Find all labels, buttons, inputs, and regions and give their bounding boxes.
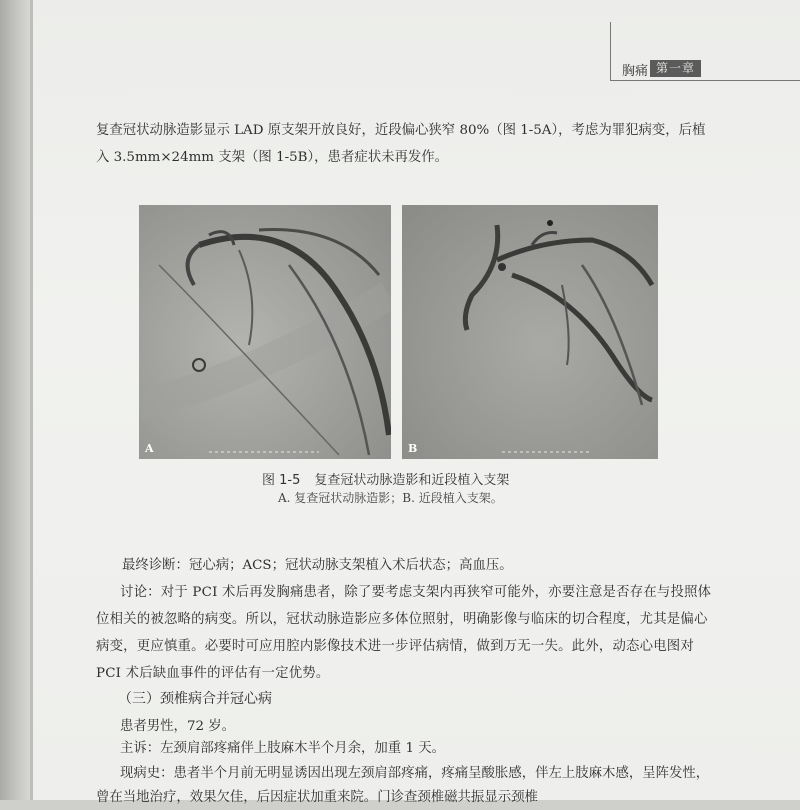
figure-title: 复查冠状动脉造影和近段植入支架 [314, 473, 510, 488]
present-history: 现病史：患者半个月前无明显诱因出现左颈肩部疼痛，疼痛呈酸胀感，伴左上肢麻木感，呈阵发性，曾在当地治疗，效果欠佳，后因症状加重来院。门诊查颈椎磁共振显示颈椎 [96, 766, 710, 805]
chief-complaint: 主诉：左颈肩部疼痛伴上肢麻木半个月余，加重 1 天。 [120, 741, 446, 756]
final-diagnosis: 最终诊断：冠心病；ACS；冠状动脉支架植入术后状态；高血压。 [122, 558, 513, 573]
figure-subcaption: A. 复查冠状动脉造影；B. 近段植入支架。 [278, 491, 503, 505]
paragraph-angiography-result: 复查冠状动脉造影显示 LAD 原支架开放良好，近段偏心狭窄 80%（图 1-5A），考虑为罪犯病变，后植入 3.5mm×24mm 支架（图 1-5B），患者症状未再发作。 [96, 123, 706, 165]
section-heading: （三）颈椎病合并冠心病 [118, 691, 272, 707]
page-edge [30, 0, 33, 800]
header-horizontal-rule [610, 80, 800, 81]
running-title: 胸痛 [622, 64, 649, 79]
figure-number: 图 1-5 [262, 473, 301, 488]
header-vertical-rule [610, 22, 611, 80]
book-gutter-shadow [0, 0, 34, 800]
panel-a-label: A [145, 442, 154, 455]
patient-info: 患者男性，72 岁。 [120, 719, 236, 734]
discussion-paragraph: 讨论：对于 PCI 术后再发胸痛患者，除了要考虑支架内再狭窄可能外，亦要注意是否存在与投照体位相关的被忽略的病变。所以，冠状动脉造影应多体位照射，明确影像与临床的切合程度，尤其是偏心病变，更应慎重。必要时可应用腔内影像技术进一步评估病情，做到万无一失。此外，动态心电图对 PCI 术后缺血事件的评估有一定优势。 [96, 585, 712, 681]
panel-b-label: B [408, 442, 418, 455]
figure-panel-a [139, 205, 391, 459]
chapter-badge: 第一章 [650, 60, 701, 77]
figure-panel-b [402, 205, 658, 459]
figure-caption [262, 469, 509, 488]
